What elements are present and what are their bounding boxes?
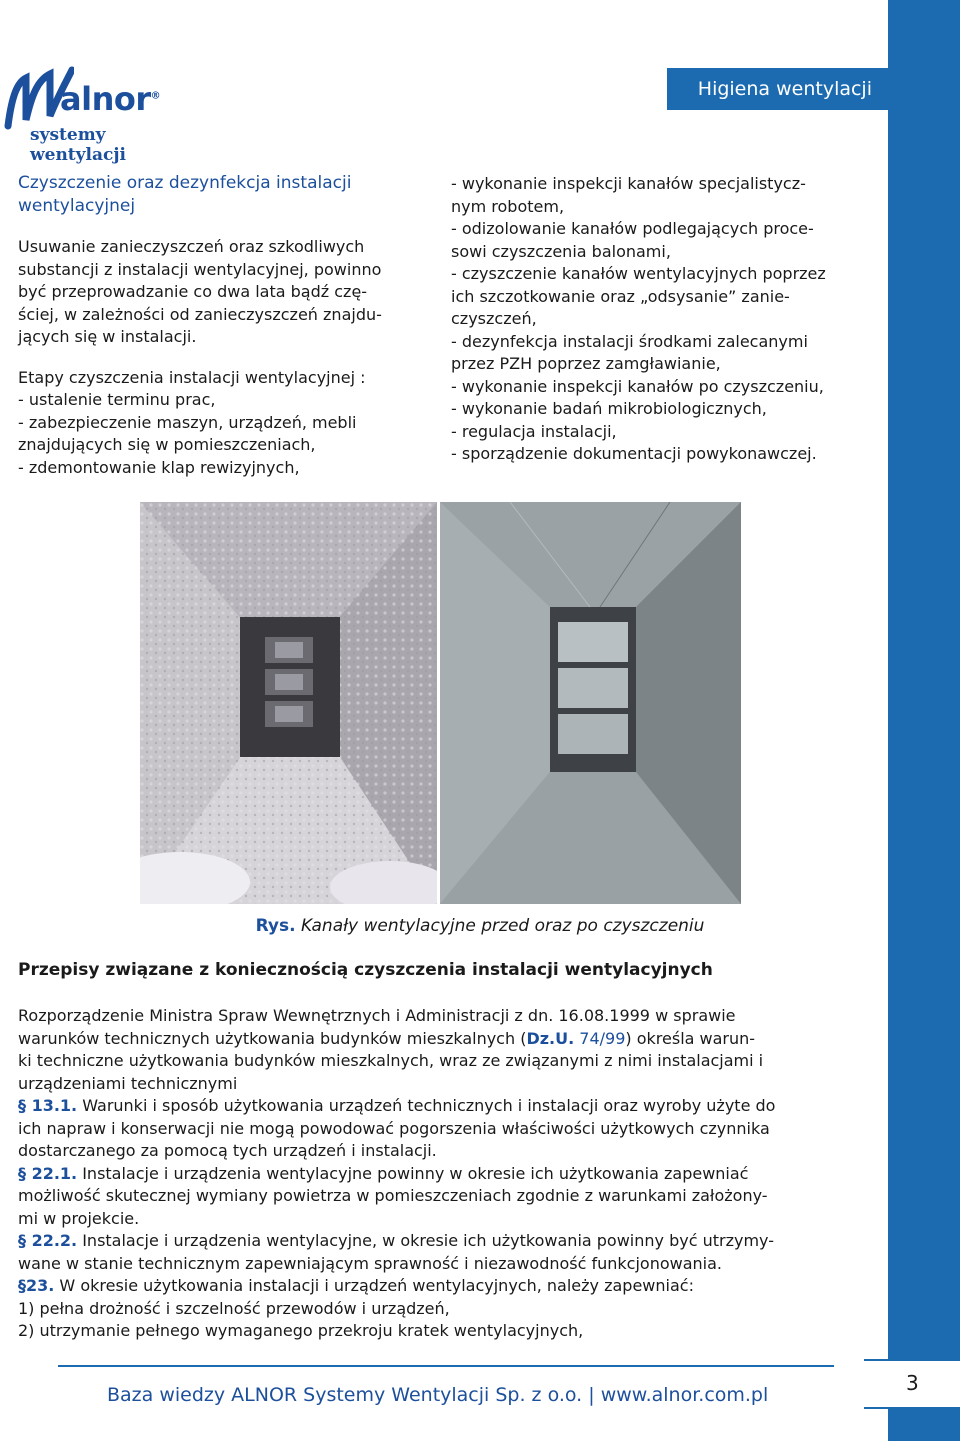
figure-caption: Rys. Kanały wentylacyjne przed oraz po czyszczeniu bbox=[255, 916, 705, 936]
page-number: 3 bbox=[906, 1371, 919, 1395]
left-column bbox=[18, 172, 428, 497]
logo-tagline: systemy wentylacji bbox=[30, 125, 126, 165]
steps-paragraph: Etapy czyszczenia instalacji wentylacyjnej : - ustalenie terminu prac, - zabezpieczenie maszyn, urządzeń, mebli znajdujących się w pomieszczeniach, - zdemontowanie klap rewizyjnych, bbox=[18, 367, 366, 477]
regulations-body: Rozporządzenie Ministra Spraw Wewnętrznych i Administracji z dn. 16.08.1999 w sprawie warunków technicznych użytkowania budynków mieszkalnych (Dz.U. 74/99) określa warun- ki techniczne użytkowania budynków mieszkalnych, wraz ze związanymi z nimi instalacjami i urządzeniami technicznymi § 13.1. Warunki i sposób użytkowania urządzeń technicznych i instalacji oraz wyroby użyte do ich napraw i konserwacji nie mogą powodować pogorszenia właściwości użytkowych czynnika dostarczanego za pomocą tych urządzeń i instalacji. § 22.1. Instalacje i urządzenia wentylacyjne powinny w okresie ich użytkowania zapewniać możliwość skutecznej wymiany powietrza w pomieszczeniach zgodnie z warunkami założony- mi w projekcie. § 22.2. Instalacje i urządzenia wentylacyjne, w okresie ich użytkowania powinny być utrzymy- wane w stanie technicznym zapewniającym sprawność i niezawodność funkcjonowania. §23. W okresie użytkowania instalacji i urządzeń wentylacyjnych, należy zapewniać: 1) pełna drożność i szczelność przewodów i urządzeń, 2) utrzymanie pełnego wymaganego przekroju kratek wentylacyjnych, bbox=[18, 1006, 776, 1340]
sidebar-band bbox=[888, 0, 960, 1441]
page-number-box bbox=[864, 1359, 960, 1409]
right-column: - wykonanie inspekcji kanałów specjalistycz- nym robotem, - odizolowanie kanałów podlegających proce- sowi czyszczenia balonami, - czyszczenie kanałów wentylacyjnych poprzez ich szczotkowanie oraz „odsysanie” zanie- czyszczeń, - dezynfekcja instalacji środkami zalecanymi przez PZH poprzez zamgławianie, - wykonanie inspekcji kanałów po czyszczeniu, - wykonanie badań mikrobiologicznych, - regulacja instalacji, - sporządzenie dokumentacji powykonawczej. bbox=[451, 174, 826, 463]
logo-brand: alnor® bbox=[60, 80, 161, 118]
intro-paragraph: Usuwanie zanieczyszczeń oraz szkodliwych substancji z instalacji wentylacyjnej, powinno być przeprowadzanie co dwa lata bądź czę- ściej, w zależności od zanieczyszczeń znajdu- jących się w instalacji. bbox=[18, 237, 382, 346]
article-heading: Czyszczenie oraz dezynfekcja instalacji wentylacyjnej bbox=[18, 173, 352, 216]
section-title: Higiena wentylacji bbox=[697, 78, 872, 100]
footer-text: Baza wiedzy ALNOR Systemy Wentylacji Sp. z o.o. | www.alnor.com.pl bbox=[107, 1384, 769, 1406]
section-header bbox=[667, 68, 888, 110]
alnor-logo bbox=[0, 60, 205, 165]
photo-duct-before bbox=[140, 502, 437, 904]
regulations-title: Przepisy związane z koniecznością czyszczenia instalacji wentylacyjnych bbox=[18, 960, 713, 980]
photo-duct-after bbox=[440, 502, 741, 904]
footer-divider bbox=[58, 1365, 834, 1367]
